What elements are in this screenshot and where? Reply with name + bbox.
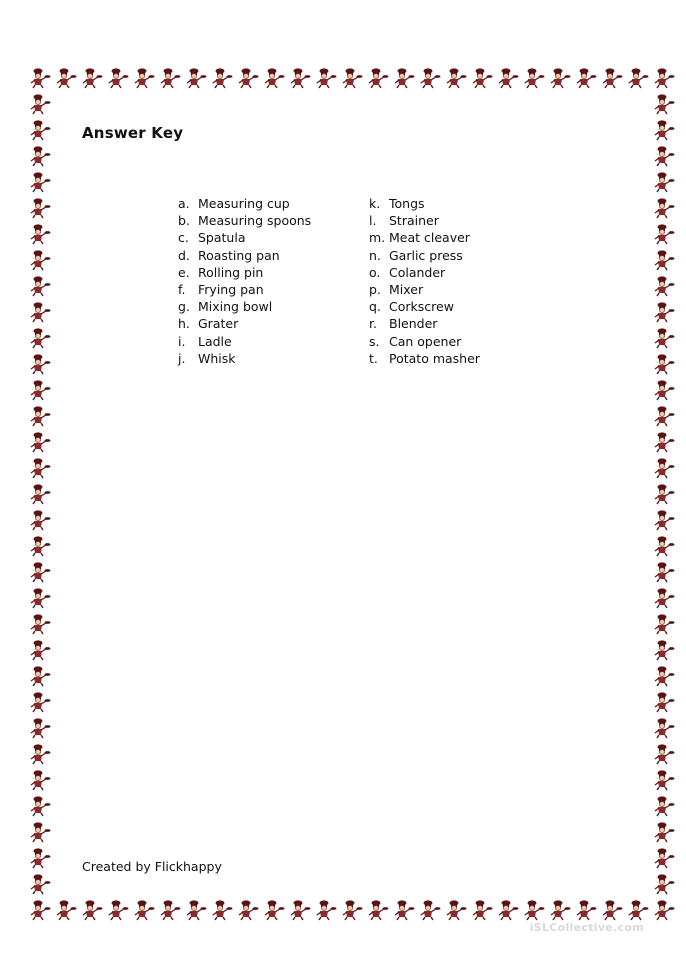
answer-letter: s.	[369, 333, 380, 349]
chef-with-pan-icon	[655, 276, 675, 296]
chef-with-pan-icon	[655, 822, 675, 842]
chef-with-pan-icon	[31, 406, 51, 426]
answer-item	[178, 229, 311, 246]
answer-text: Corkscrew	[389, 299, 454, 315]
answer-list-left	[178, 195, 311, 367]
chef-with-pan-icon	[577, 900, 597, 920]
chef-with-pan-icon	[239, 68, 259, 88]
answer-letter: t.	[369, 350, 378, 366]
answer-text: Roasting pan	[198, 247, 280, 263]
chef-with-pan-icon	[655, 900, 675, 920]
answer-text: Colander	[389, 264, 446, 280]
chef-with-pan-icon	[31, 484, 51, 504]
answer-text: Mixing bowl	[198, 299, 273, 315]
answer-letter: n.	[369, 247, 381, 263]
chef-with-pan-icon	[655, 692, 675, 712]
answer-text: Blender	[389, 316, 438, 332]
answer-letter: d.	[178, 247, 190, 263]
chef-with-pan-icon	[629, 68, 649, 88]
chef-with-pan-icon	[31, 822, 51, 842]
chef-with-pan-icon	[603, 900, 623, 920]
chef-with-pan-icon	[551, 68, 571, 88]
chef-with-pan-icon	[57, 900, 77, 920]
chef-with-pan-icon	[31, 354, 51, 374]
chef-with-pan-icon	[655, 380, 675, 400]
answer-text: Spatula	[198, 230, 246, 246]
chef-with-pan-icon	[525, 900, 545, 920]
chef-with-pan-icon	[265, 68, 285, 88]
chef-with-pan-icon	[31, 562, 51, 582]
chef-with-pan-icon	[369, 68, 389, 88]
chef-with-pan-icon	[655, 718, 675, 738]
answer-text: Rolling pin	[198, 264, 264, 280]
chef-with-pan-icon	[421, 68, 441, 88]
chef-with-pan-icon	[31, 94, 51, 114]
chef-with-pan-icon	[655, 458, 675, 478]
chef-with-pan-icon	[655, 484, 675, 504]
chef-with-pan-icon	[395, 900, 415, 920]
chef-with-pan-icon	[629, 900, 649, 920]
answer-letter: i.	[178, 333, 186, 349]
answer-text: Garlic press	[389, 247, 463, 263]
chef-with-pan-icon	[161, 900, 181, 920]
answer-text: Mixer	[389, 282, 424, 298]
answer-letter: g.	[178, 299, 190, 315]
chef-with-pan-icon	[369, 900, 389, 920]
chef-with-pan-icon	[83, 900, 103, 920]
answer-item	[178, 350, 311, 367]
chef-with-pan-icon	[655, 562, 675, 582]
answer-item	[369, 298, 480, 315]
chef-with-pan-icon	[239, 900, 259, 920]
chef-with-pan-icon	[31, 198, 51, 218]
chef-with-pan-icon	[109, 900, 129, 920]
author-credit: Created by Flickhappy	[82, 859, 222, 874]
answer-letter: q.	[369, 299, 381, 315]
chef-with-pan-icon	[655, 250, 675, 270]
chef-with-pan-icon	[655, 354, 675, 374]
answer-item	[369, 333, 480, 350]
chef-with-pan-icon	[31, 718, 51, 738]
chef-with-pan-icon	[655, 68, 675, 88]
chef-with-pan-icon	[31, 250, 51, 270]
chef-with-pan-icon	[31, 614, 51, 634]
chef-with-pan-icon	[655, 848, 675, 868]
chef-with-pan-icon	[551, 900, 571, 920]
chef-with-pan-icon	[31, 224, 51, 244]
chef-with-pan-icon	[31, 432, 51, 452]
chef-with-pan-icon	[317, 68, 337, 88]
chef-with-pan-icon	[343, 900, 363, 920]
chef-with-pan-icon	[31, 146, 51, 166]
answer-item	[369, 212, 480, 229]
chef-with-pan-icon	[31, 458, 51, 478]
watermark: iSLCollective.com	[529, 921, 644, 934]
chef-with-pan-icon	[31, 744, 51, 764]
chef-with-pan-icon	[343, 68, 363, 88]
chef-with-pan-icon	[655, 744, 675, 764]
chef-with-pan-icon	[577, 68, 597, 88]
answer-text: Whisk	[198, 350, 236, 366]
chef-with-pan-icon	[31, 276, 51, 296]
chef-with-pan-icon	[655, 770, 675, 790]
answer-text: Grater	[198, 316, 239, 332]
chef-with-pan-icon	[291, 900, 311, 920]
chef-with-pan-icon	[655, 120, 675, 140]
chef-with-pan-icon	[213, 900, 233, 920]
answer-letter: k.	[369, 196, 381, 211]
answer-item	[369, 315, 480, 332]
chef-with-pan-icon	[655, 302, 675, 322]
answer-letter: c.	[178, 230, 189, 246]
answer-text: Meat cleaver	[389, 230, 470, 246]
answer-text: Strainer	[389, 213, 439, 229]
chef-with-pan-icon	[655, 588, 675, 608]
chef-with-pan-icon	[291, 68, 311, 88]
answer-item	[178, 315, 311, 332]
answer-letter: j.	[178, 350, 186, 366]
chef-with-pan-icon	[161, 68, 181, 88]
answer-letter: f.	[178, 282, 186, 298]
answer-item	[369, 350, 480, 367]
answer-text: Frying pan	[198, 282, 264, 298]
chef-with-pan-icon	[31, 588, 51, 608]
answer-text: Tongs	[389, 196, 425, 211]
answer-item	[369, 229, 480, 246]
chef-with-pan-icon	[83, 68, 103, 88]
chef-with-pan-icon	[603, 68, 623, 88]
chef-with-pan-icon	[655, 796, 675, 816]
answer-item	[369, 281, 480, 298]
answer-item	[178, 333, 311, 350]
chef-with-pan-icon	[31, 328, 51, 348]
chef-with-pan-icon	[31, 120, 51, 140]
chef-with-pan-icon	[655, 432, 675, 452]
chef-with-pan-icon	[655, 94, 675, 114]
chef-with-pan-icon	[31, 68, 51, 88]
chef-with-pan-icon	[57, 68, 77, 88]
chef-with-pan-icon	[655, 406, 675, 426]
chef-with-pan-icon	[655, 640, 675, 660]
answer-letter: e.	[178, 264, 190, 280]
answer-text: Measuring cup	[198, 196, 290, 211]
answer-item	[178, 247, 311, 264]
chef-with-pan-icon	[187, 900, 207, 920]
chef-with-pan-icon	[655, 224, 675, 244]
answer-letter: p.	[369, 282, 381, 298]
chef-with-pan-icon	[655, 198, 675, 218]
answer-list-right	[369, 195, 480, 367]
chef-with-pan-icon	[31, 380, 51, 400]
answer-item	[178, 281, 311, 298]
answer-letter: a.	[178, 196, 190, 211]
chef-with-pan-icon	[473, 68, 493, 88]
answer-letter: b.	[178, 213, 190, 229]
chef-with-pan-icon	[31, 172, 51, 192]
chef-with-pan-icon	[31, 302, 51, 322]
chef-with-pan-icon	[317, 900, 337, 920]
chef-with-pan-icon	[655, 510, 675, 530]
chef-with-pan-icon	[31, 666, 51, 686]
chef-with-pan-icon	[135, 68, 155, 88]
chef-with-pan-icon	[655, 666, 675, 686]
chef-with-pan-icon	[525, 68, 545, 88]
answer-item	[369, 264, 480, 281]
chef-with-pan-icon	[499, 68, 519, 88]
chef-with-pan-icon	[213, 68, 233, 88]
answer-text: Can opener	[389, 333, 462, 349]
answer-letter: o.	[369, 264, 381, 280]
page-title: Answer Key	[82, 124, 184, 142]
chef-with-pan-icon	[655, 536, 675, 556]
chef-with-pan-icon	[31, 796, 51, 816]
chef-with-pan-icon	[187, 68, 207, 88]
answer-item	[369, 195, 480, 212]
chef-with-pan-icon	[109, 68, 129, 88]
answer-letter: h.	[178, 316, 190, 332]
answer-item	[178, 212, 311, 229]
chef-with-pan-icon	[31, 692, 51, 712]
chef-with-pan-icon	[135, 900, 155, 920]
chef-with-pan-icon	[655, 328, 675, 348]
answer-letter: l.	[369, 213, 377, 229]
chef-with-pan-icon	[31, 510, 51, 530]
answer-item	[178, 195, 311, 212]
chef-with-pan-icon	[421, 900, 441, 920]
chef-with-pan-icon	[655, 874, 675, 894]
chef-with-pan-icon	[31, 640, 51, 660]
chef-with-pan-icon	[265, 900, 285, 920]
chef-with-pan-icon	[31, 900, 51, 920]
chef-with-pan-icon	[447, 900, 467, 920]
answer-text: Measuring spoons	[198, 213, 312, 229]
chef-with-pan-icon	[447, 68, 467, 88]
chef-with-pan-icon	[499, 900, 519, 920]
answer-text: Ladle	[198, 333, 232, 349]
answer-item	[178, 298, 311, 315]
chef-with-pan-icon	[31, 874, 51, 894]
answer-text: Potato masher	[389, 350, 480, 366]
chef-with-pan-icon	[31, 770, 51, 790]
answer-item	[369, 247, 480, 264]
chef-with-pan-icon	[655, 614, 675, 634]
answer-letter: r.	[369, 316, 377, 332]
chef-with-pan-icon	[31, 848, 51, 868]
chef-with-pan-icon	[473, 900, 493, 920]
chef-with-pan-icon	[31, 536, 51, 556]
answer-letter: m.	[369, 230, 386, 246]
chef-with-pan-icon	[395, 68, 415, 88]
chef-with-pan-icon	[655, 172, 675, 192]
chef-with-pan-icon	[655, 146, 675, 166]
answer-item	[178, 264, 311, 281]
